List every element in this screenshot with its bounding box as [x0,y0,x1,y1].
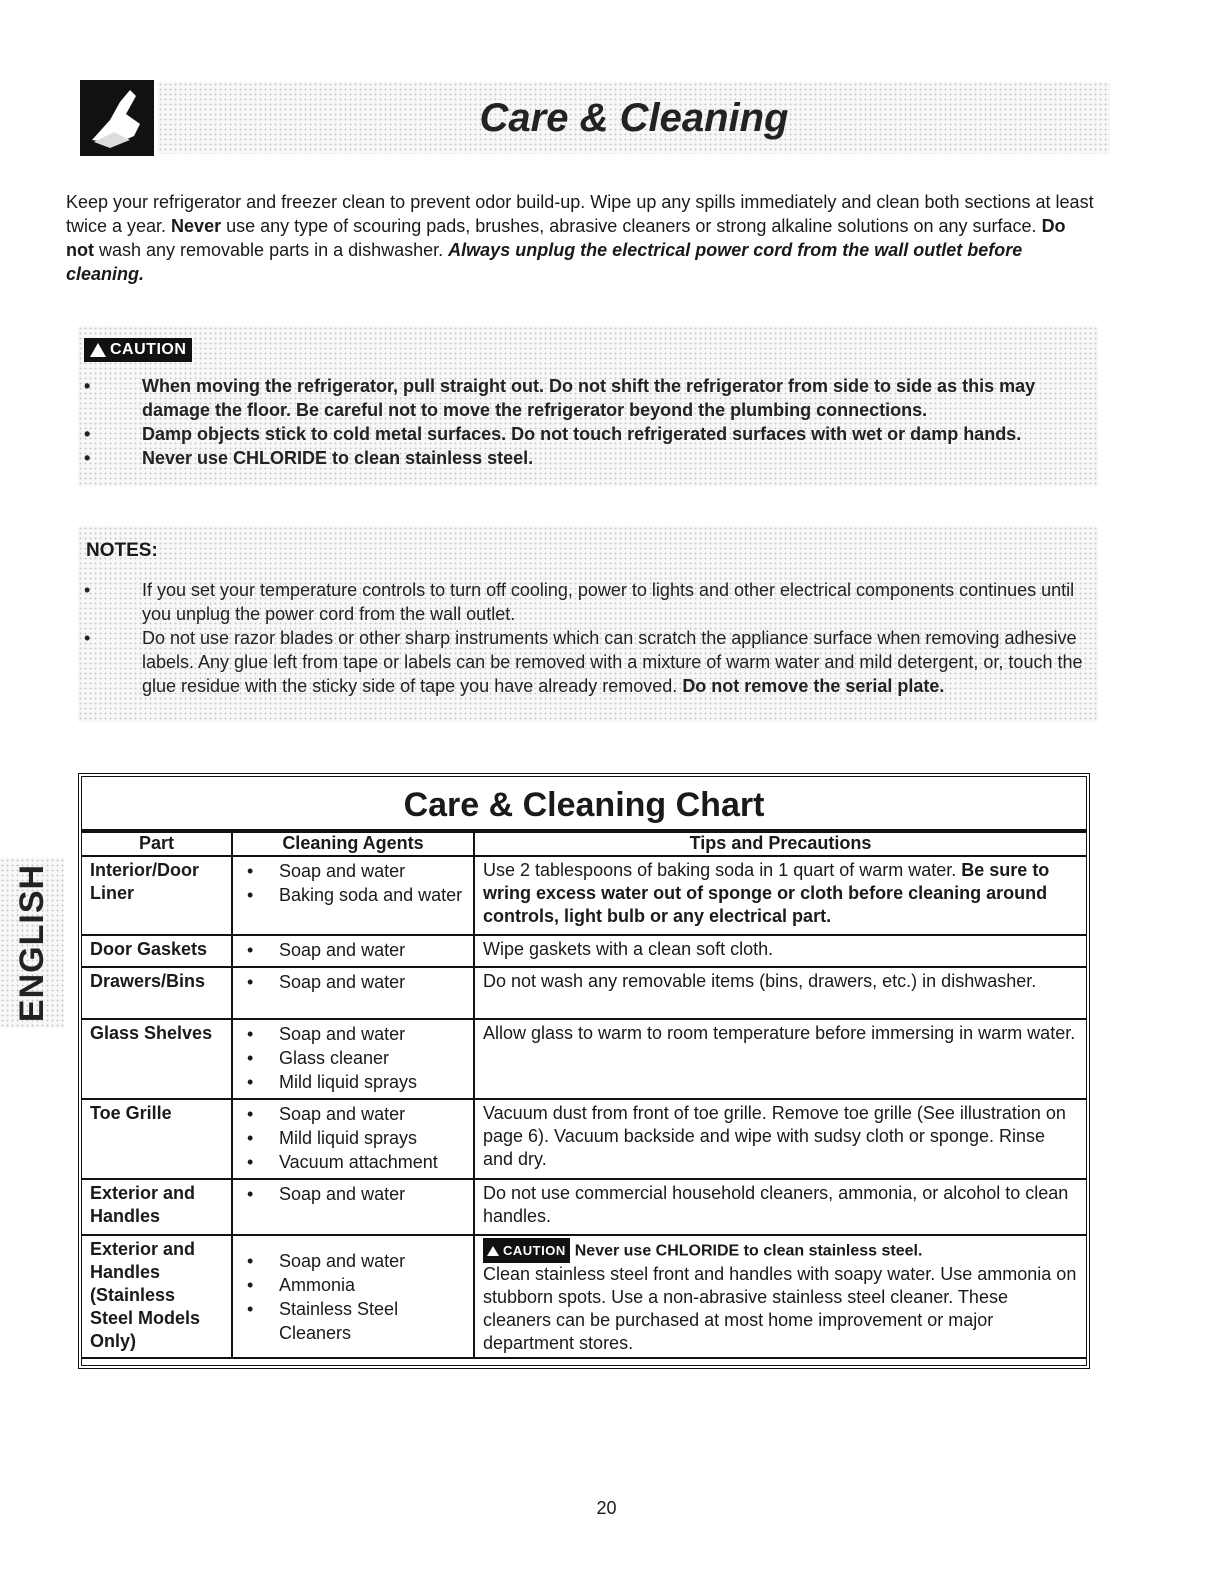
caution-badge [483,1238,570,1263]
agent-item: • Mild liquid sprays [243,1070,465,1094]
cleaning-hand-icon [80,80,154,156]
part-cell: Exterior and Handles (Stainless Steel Models Only) [82,1235,232,1358]
note-item: • If you set your temperature controls to turn off cooling, power to lights and other electrical components continues until you unplug the power cord from the wall outlet. [78,578,1098,626]
part-cell: Glass Shelves [82,1019,232,1099]
chart-title: Care & Cleaning Chart [82,777,1086,831]
caution-item: • When moving the refrigerator, pull straight out. Do not shift the refrigerator from side to side as this may damage the floor. Be careful not to move the refrigerator beyond the plumbing connections. [78,374,1098,422]
chart-table [82,831,1086,1359]
agent-item: • Vacuum attachment [243,1150,465,1174]
agent-item: • Mild liquid sprays [243,1126,465,1150]
agent-item: • Soap and water [243,859,465,883]
notes-box [78,526,1098,722]
agent-item: • Stainless Steel Cleaners [243,1297,465,1345]
table-row [82,856,1086,935]
page-header [80,70,1110,160]
agents-cell [232,1019,474,1099]
intro-text-1: Keep your refrigerator and freezer clean to prevent odor build-up. Wipe up any spills immediately and clean both sections at least twice a year. [66,192,1094,236]
warning-triangle-icon [487,1246,499,1256]
tips-text: Use 2 tablespoons of baking soda in 1 quart of warm water. [483,860,962,880]
agent-item: • Soap and water [243,1182,465,1206]
intro-never: Never [171,216,222,236]
agent-item: • Baking soda and water [243,883,465,907]
agents-cell [232,1235,474,1358]
column-header-part: Part [82,832,232,856]
table-row [82,1179,1086,1235]
warning-triangle-icon [90,343,106,357]
intro-unplug-warning: Always unplug the electrical power cord from the wall outlet before cleaning. [66,240,1023,284]
page-title: Care & Cleaning [479,96,789,140]
caution-box [78,326,1098,486]
column-header-tips: Tips and Precautions [474,832,1086,856]
agents-cell [232,935,474,967]
tips-cell [474,1235,1086,1358]
language-label: ENGLISH [12,863,51,1023]
table-header-row [82,832,1086,856]
header-band [158,82,1110,154]
part-cell: Interior/Door Liner [82,856,232,935]
tips-bold: Never use CHLORIDE to clean stainless steel. [574,1242,923,1260]
agents-cell [232,967,474,1019]
tips-cell: Vacuum dust from front of toe grille. Remove toe grille (See illustration on page 6). Vacuum backside and wipe with sudsy cloth or sponge. Rinse and dry. [474,1099,1086,1179]
note-item-text: Do not use razor blades or other sharp instruments which can scratch the appliance surface when removing adhesive labels. Any glue left from tape or labels can be removed with a mixture of warm water and mild detergent, or, touch the glue residue with the sticky side of tape you have already removed. [142,628,1083,696]
table-row [82,935,1086,967]
note-item-bold: Do not remove the serial plate. [682,676,945,696]
agent-item: • Ammonia [243,1273,465,1297]
intro-paragraph [66,190,1096,286]
caution-item: • Damp objects stick to cold metal surfaces. Do not touch refrigerated surfaces with wet or damp hands. [78,422,1098,446]
tips-cell: Do not use commercial household cleaners, ammonia, or alcohol to clean handles. [474,1179,1086,1235]
column-header-agents: Cleaning Agents [232,832,474,856]
agent-item: • Soap and water [243,938,465,962]
part-cell: Door Gaskets [82,935,232,967]
tips-text: Clean stainless steel front and handles with soapy water. Use ammonia on stubborn spots. Use a non-abrasive stainless steel cleaner. These cleaners can be purchased at most home improvement or major department stores. [483,1264,1077,1353]
agent-item: • Glass cleaner [243,1046,465,1070]
table-row [82,1099,1086,1179]
agents-cell [232,856,474,935]
table-row [82,1019,1086,1099]
agent-item: • Soap and water [243,1102,465,1126]
intro-do-not: Do not [66,216,1066,260]
part-cell: Toe Grille [82,1099,232,1179]
agent-item: • Soap and water [243,1022,465,1046]
agent-item: • Soap and water [243,1249,465,1273]
part-cell: Exterior and Handles [82,1179,232,1235]
caution-item: • Never use CHLORIDE to clean stainless steel. [78,446,1098,470]
caution-badge-label: CAUTION [503,1243,566,1258]
tips-cell: Wipe gaskets with a clean soft cloth. [474,935,1086,967]
language-side-tab [0,858,64,1028]
note-item [78,626,1098,698]
agent-item: • Soap and water [243,970,465,994]
notes-heading: NOTES: [86,540,158,561]
notes-list [78,578,1098,698]
caution-badge-label: CAUTION [110,341,187,358]
tips-cell [474,856,1086,935]
agents-cell [232,1179,474,1235]
table-row [82,967,1086,1019]
part-cell: Drawers/Bins [82,967,232,1019]
tips-bold: Be sure to wring excess water out of sponge or cloth before cleaning around controls, light bulb or any electrical part. [483,860,1050,926]
tips-cell: Allow glass to warm to room temperature before immersing in warm water. [474,1019,1086,1099]
intro-text-3: wash any removable parts in a dishwasher. [93,240,449,260]
caution-list [78,374,1098,470]
tips-cell: Do not wash any removable items (bins, drawers, etc.) in dishwasher. [474,967,1086,1019]
table-row [82,1235,1086,1358]
caution-badge [84,338,192,362]
page-number: 20 [596,1498,617,1518]
intro-text-2: use any type of scouring pads, brushes, abrasive cleaners or strong alkaline solutions on any surface. [221,216,1042,236]
agents-cell [232,1099,474,1179]
care-cleaning-chart [78,773,1090,1369]
